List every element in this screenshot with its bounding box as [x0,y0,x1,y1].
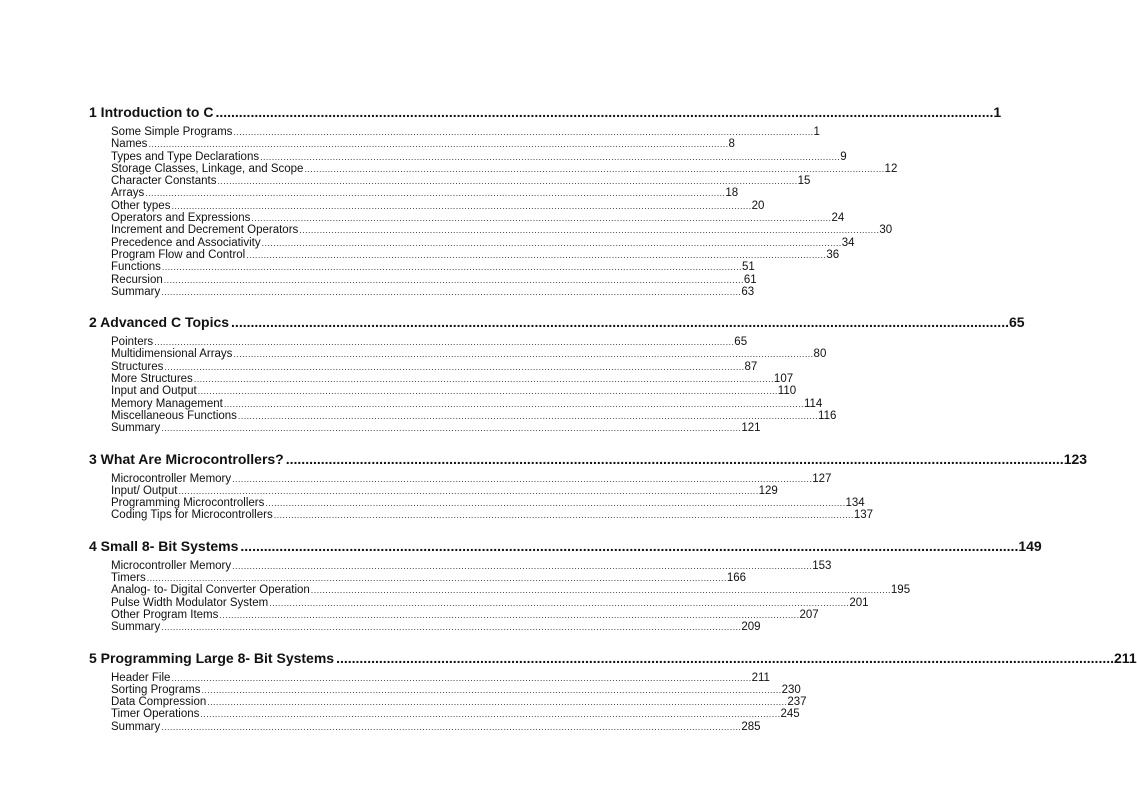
entry-page-number: 12 [884,162,898,175]
entry-title: Program Flow and Control [111,248,246,261]
entry-page-number: 166 [726,572,747,585]
entry-title: Memory Management [111,397,223,410]
dot-leader: ........................................................................................................................................................................................................ [217,176,798,187]
toc-entry[interactable] [111,373,794,386]
entry-title: Increment and Decrement Operators [111,224,299,237]
entry-page-number: 34 [841,236,855,249]
dot-leader: ........................................................................................................................................................................................................ [310,585,891,596]
entry-page-number: 80 [813,348,827,361]
toc-entry[interactable] [111,248,840,261]
toc-entry[interactable] [111,572,747,585]
dot-leader: ........................................................................................................................................................................................................ [223,398,804,409]
chapter-heading[interactable] [89,450,1088,473]
section-list [111,559,911,634]
entry-title: Structures [111,360,164,373]
toc-entry[interactable] [111,696,807,709]
entry-page-number: 207 [799,608,819,621]
dot-leader: ........................................................................................................................................................................................................ [201,684,782,695]
entry-title: Programming Microcontrollers [111,497,265,510]
entry-title: Other Program Items [111,608,219,621]
dot-leader: ........................................................................................................................................................................................................ [145,188,726,199]
toc-entry[interactable] [111,708,800,721]
chapter-page-number: 65 [1008,314,1025,331]
toc-entry[interactable] [111,150,847,163]
toc-entry[interactable] [111,608,819,621]
chapter-section [89,314,1025,435]
toc-entry[interactable] [111,422,761,435]
dot-leader: ........................................................................................................................................................................................................ [269,597,850,608]
entry-title: Precedence and Associativity [111,236,261,249]
dot-leader: ........................................................................................................................................................................................................ [237,410,819,421]
entry-title: Miscellaneous Functions [111,409,237,422]
entry-title: Pointers [111,336,154,349]
toc-entry[interactable] [111,199,765,212]
entry-title: Summary [111,285,161,298]
toc-entry[interactable] [111,138,735,151]
entry-page-number: 121 [741,422,761,435]
dot-leader: ........................................................................................................................................................................................................ [215,104,994,120]
dot-leader: ........................................................................................................................................................................................................ [232,560,813,571]
toc-entry[interactable] [111,472,832,485]
toc-entry[interactable] [111,385,797,398]
toc-entry[interactable] [111,126,820,138]
dot-leader: ........................................................................................................................................................................................................ [273,510,854,521]
dot-leader: ........................................................................................................................................................................................................ [178,485,759,496]
entry-page-number: 237 [787,696,807,709]
entry-page-number: 18 [725,187,739,200]
entry-title: Other types [111,199,171,212]
dot-leader: ........................................................................................................................................................................................................ [285,450,1064,467]
dot-leader: ........................................................................................................................................................................................................ [163,274,744,285]
entry-title: Timer Operations [111,708,200,721]
entry-page-number: 107 [773,373,794,386]
chapter-heading[interactable] [89,104,1002,126]
section-list [111,472,873,522]
chapter-section [89,537,1042,634]
entry-page-number: 129 [758,484,778,497]
entry-title: Timers [111,572,146,585]
chapter-title: 2 Advanced C Topics [89,314,230,331]
toc-entry[interactable] [111,285,755,298]
toc-entry[interactable] [111,348,827,361]
toc-entry[interactable] [111,162,898,175]
toc-entry[interactable] [111,360,758,373]
entry-title: Functions [111,261,161,274]
toc-entry[interactable] [111,559,832,572]
entry-page-number: 30 [879,224,893,237]
toc-entry[interactable] [111,261,755,274]
dot-leader: ........................................................................................................................................................................................................ [161,423,742,434]
entry-page-number: 127 [812,472,832,485]
entry-title: Pulse Width Modulator System [111,596,269,609]
chapter-section [89,450,1088,522]
entry-page-number: 65 [734,336,748,349]
entry-page-number: 211 [751,671,770,684]
dot-leader: ........................................................................................................................................................................................................ [261,237,842,248]
entry-title: Coding Tips for Microcontrollers [111,509,273,522]
toc-entry[interactable] [111,720,761,733]
entry-page-number: 61 [743,273,757,286]
chapter-section [89,649,1137,733]
entry-page-number: 285 [741,720,761,733]
toc-entry[interactable] [111,484,778,497]
dot-leader: ........................................................................................................................................................................................................ [299,225,880,236]
entry-page-number: 63 [741,285,755,298]
dot-leader: ........................................................................................................................................................................................................ [265,498,846,509]
toc-entry[interactable] [111,212,845,225]
entry-title: Header File [111,671,171,684]
entry-title: Names [111,138,148,151]
dot-leader: ........................................................................................................................................................................................................ [161,721,742,732]
entry-page-number: 137 [853,509,873,522]
dot-leader: ........................................................................................................................................................................................................ [171,672,752,683]
entry-title: Microcontroller Memory [111,472,232,485]
chapter-page-number: 149 [1018,537,1042,554]
toc-entry[interactable] [111,621,761,634]
chapter-heading[interactable] [89,537,1042,560]
dot-leader: ........................................................................................................................................................................................................ [233,349,814,360]
entry-title: Operators and Expressions [111,212,251,225]
toc-entry[interactable] [111,683,801,696]
entry-title: Data Compression [111,696,207,709]
chapter-page-number: 123 [1063,450,1088,467]
dot-leader: ........................................................................................................................................................................................................ [219,609,800,620]
dot-leader: ........................................................................................................................................................................................................ [251,213,832,224]
entry-title: Storage Classes, Linkage, and Scope [111,162,304,175]
chapter-section [89,104,1002,298]
chapter-page-number: 211 [1114,649,1137,666]
entry-title: Input and Output [111,385,197,398]
dot-leader: ........................................................................................................................................................................................................ [154,337,735,348]
dot-leader: ........................................................................................................................................................................................................ [171,200,752,211]
dot-leader: ........................................................................................................................................................................................................ [232,473,813,484]
entry-page-number: 24 [831,212,845,225]
entry-title: Summary [111,720,161,733]
toc-entry[interactable] [111,397,823,410]
entry-page-number: 36 [826,248,840,261]
chapter-title: 3 What Are Microcontrollers? [89,450,284,467]
entry-title: Input/ Output [111,484,178,497]
entry-page-number: 153 [812,559,832,572]
dot-leader: ........................................................................................................................................................................................................ [231,314,1009,331]
dot-leader: ........................................................................................................................................................................................................ [233,127,814,137]
dot-leader: ........................................................................................................................................................................................................ [193,374,774,385]
dot-leader: ........................................................................................................................................................................................................ [161,262,742,273]
entry-page-number: 114 [803,397,823,410]
entry-title: More Structures [111,373,193,386]
entry-page-number: 209 [741,621,761,634]
entry-title: Microcontroller Memory [111,559,232,572]
entry-page-number: 110 [777,385,797,398]
section-list [111,671,807,733]
entry-page-number: 15 [797,175,811,188]
dot-leader: ........................................................................................................................................................................................................ [161,286,742,297]
dot-leader: ........................................................................................................................................................................................................ [260,151,841,162]
entry-title: Multidimensional Arrays [111,348,233,361]
toc-entry[interactable] [111,187,739,200]
dot-leader: ........................................................................................................................................................................................................ [200,709,781,720]
entry-page-number: 20 [751,199,765,212]
dot-leader: ........................................................................................................................................................................................................ [240,537,1019,554]
entry-title: Summary [111,422,161,435]
dot-leader: ........................................................................................................................................................................................................ [148,139,729,150]
entry-page-number: 87 [744,360,758,373]
dot-leader: ........................................................................................................................................................................................................ [161,622,742,633]
toc-entry[interactable] [111,224,893,237]
dot-leader: ........................................................................................................................................................................................................ [207,697,788,708]
entry-page-number: 9 [840,150,847,163]
dot-leader: ........................................................................................................................................................................................................ [164,361,745,372]
chapter-title: 4 Small 8- Bit Systems [89,537,239,554]
toc-entry[interactable] [111,509,873,522]
toc-entry[interactable] [111,409,837,422]
chapter-heading[interactable] [89,649,1137,672]
toc-entry[interactable] [111,671,770,684]
toc-entry[interactable] [111,336,748,349]
section-list [111,336,837,435]
section-list [111,126,898,298]
toc-entry[interactable] [111,584,911,597]
entry-title: Arrays [111,187,145,200]
table-of-contents [89,104,1137,749]
entry-page-number: 245 [780,708,800,721]
entry-title: Analog- to- Digital Converter Operation [111,584,310,597]
entry-page-number: 1 [813,126,820,138]
dot-leader: ........................................................................................................................................................................................................ [246,249,827,260]
chapter-title: 5 Programming Large 8- Bit Systems [89,649,335,666]
entry-title: Some Simple Programs [111,126,233,138]
dot-leader: ........................................................................................................................................................................................................ [146,573,727,584]
chapter-heading[interactable] [89,314,1025,336]
toc-entry[interactable] [111,273,757,286]
dot-leader: ........................................................................................................................................................................................................ [197,386,778,397]
entry-page-number: 230 [781,683,801,696]
entry-page-number: 195 [890,584,911,597]
entry-page-number: 51 [741,261,755,274]
dot-leader: ........................................................................................................................................................................................................ [336,649,1115,666]
entry-title: Summary [111,621,161,634]
toc-entry[interactable] [111,497,865,510]
toc-entry[interactable] [111,596,869,609]
entry-page-number: 8 [728,138,735,151]
chapter-page-number: 1 [993,104,1002,120]
entry-page-number: 134 [845,497,865,510]
entry-page-number: 201 [849,596,869,609]
chapter-title: 1 Introduction to C [89,104,214,120]
entry-title: Sorting Programs [111,683,201,696]
toc-entry[interactable] [111,236,855,249]
dot-leader: ........................................................................................................................................................................................................ [304,163,885,174]
entry-title: Character Constants [111,175,217,188]
entry-title: Recursion [111,273,163,286]
entry-page-number: 116 [818,409,837,422]
toc-entry[interactable] [111,175,811,188]
entry-title: Types and Type Declarations [111,150,260,163]
